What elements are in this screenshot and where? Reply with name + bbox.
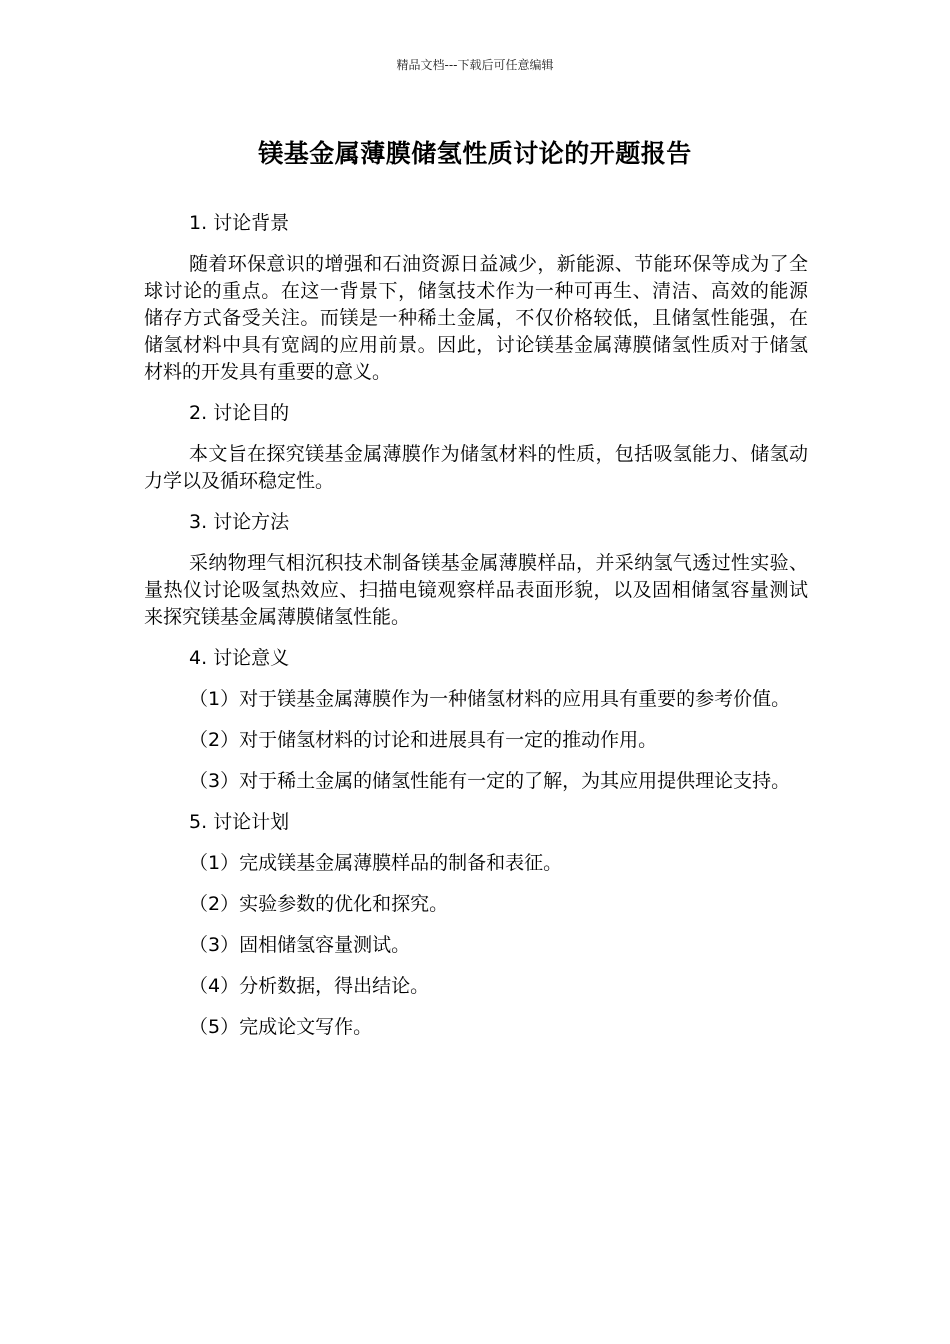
section-method bbox=[144, 509, 808, 631]
list-item: （2）对于储氢材料的讨论和进展具有一定的推动作用。 bbox=[189, 729, 658, 751]
list-item: （1）对于镁基金属薄膜作为一种储氢材料的应用具有重要的参考价值。 bbox=[189, 688, 791, 710]
document-title: 镁基金属薄膜储氢性质讨论的开题报告 bbox=[258, 139, 692, 168]
section-background bbox=[144, 210, 808, 386]
section-heading: 2. 讨论目的 bbox=[189, 402, 290, 424]
section-purpose bbox=[144, 400, 808, 495]
section-heading: 5. 讨论计划 bbox=[189, 811, 290, 833]
list-item: （5）完成论文写作。 bbox=[189, 1016, 373, 1038]
header-note: 精品文档---下载后可任意编辑 bbox=[396, 58, 554, 72]
document-body bbox=[144, 210, 808, 1055]
section-heading: 3. 讨论方法 bbox=[189, 511, 290, 533]
list-item: （3）对于稀土金属的储氢性能有一定的了解，为其应用提供理论支持。 bbox=[189, 770, 791, 792]
paragraph: 采纳物理气相沉积技术制备镁基金属薄膜样品，并采纳氢气透过性实验、量热仪讨论吸氢热效应、扫描电镜观察样品表面形貌，以及固相储氢容量测试来探究镁基金属薄膜储氢性能。 bbox=[144, 552, 808, 628]
list-item: （2）实验参数的优化和探究。 bbox=[189, 893, 449, 915]
paragraph: 随着环保意识的增强和石油资源日益减少，新能源、节能环保等成为了全球讨论的重点。在这一背景下，储氢技术作为一种可再生、清洁、高效的能源储存方式备受关注。而镁是一种稀土金属，不仅价格较低，且储氢性能强，在储氢材料中具有宽阔的应用前景。因此，讨论镁基金属薄膜储氢性质对于储氢材料的开发具有重要的意义。 bbox=[144, 253, 808, 383]
list-item: （1）完成镁基金属薄膜样品的制备和表征。 bbox=[189, 852, 563, 874]
section-heading: 4. 讨论意义 bbox=[189, 647, 290, 669]
list-item: （4）分析数据，得出结论。 bbox=[189, 975, 430, 997]
section-significance bbox=[144, 645, 808, 795]
section-plan bbox=[144, 809, 808, 1041]
section-heading: 1. 讨论背景 bbox=[189, 212, 290, 234]
list-item: （3）固相储氢容量测试。 bbox=[189, 934, 411, 956]
paragraph: 本文旨在探究镁基金属薄膜作为储氢材料的性质，包括吸氢能力、储氢动力学以及循环稳定性。 bbox=[144, 443, 808, 492]
